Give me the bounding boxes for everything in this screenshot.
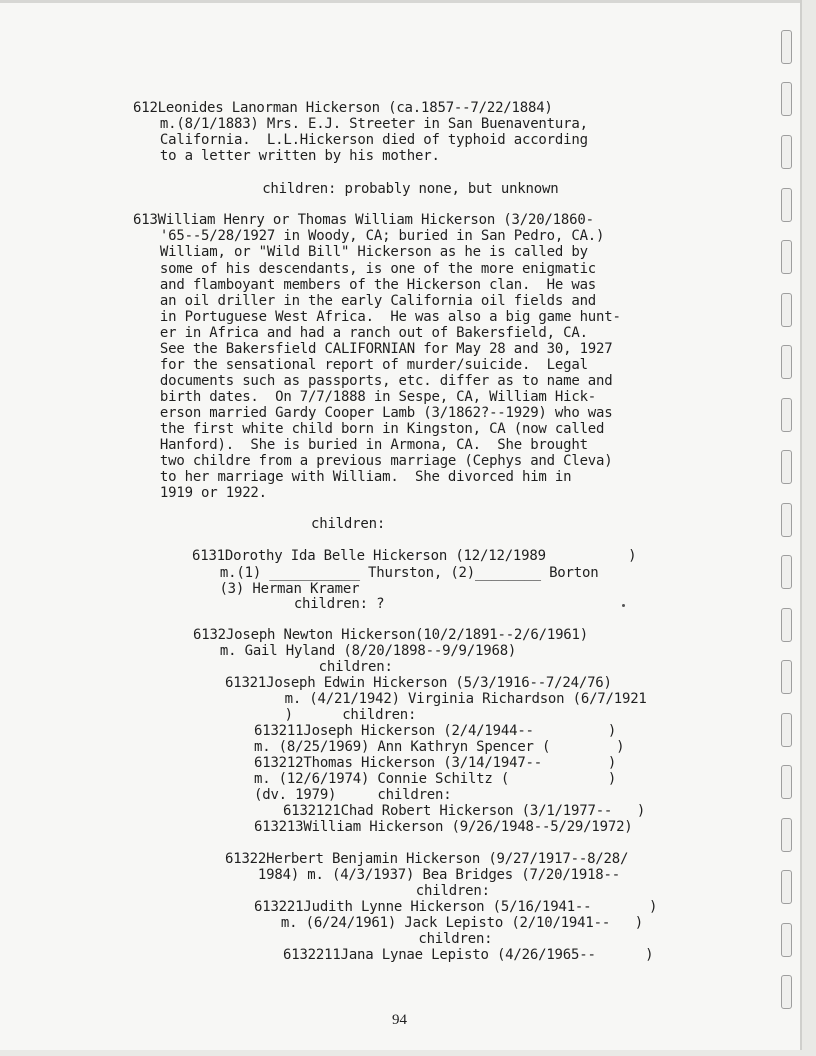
text-line: 61321Joseph Edwin Hickerson (5/3/1916--7/24/76) (225, 675, 612, 691)
binder-tab (781, 713, 792, 747)
binder-tab (781, 503, 792, 537)
text-line: an oil driller in the early California oil fields and (127, 293, 597, 309)
text-line: m. (6/24/1961) Jack Lepisto (2/10/1941-- ) (248, 915, 643, 931)
text-line: children: probably none, but unknown (147, 181, 559, 197)
text-line: some of his descendants, is one of the more enigmatic (127, 261, 597, 277)
binder-tab (781, 555, 792, 589)
text-line: Hanford). She is buried in Armona, CA. She brought (127, 437, 588, 453)
text-line: for the sensational report of murder/suicide. Legal (127, 357, 588, 373)
text-line: California. L.L.Hickerson died of typhoid according (127, 132, 588, 148)
children-heading: children: (311, 516, 386, 532)
binder-tab (781, 188, 792, 222)
text-line: m.(1) ___________ Thurston, (2)________ Borton (187, 565, 599, 581)
text-line: 613213William Hickerson (9/26/1948--5/29/1972) (254, 819, 633, 835)
binder-tab (781, 240, 792, 274)
text-line: m. (12/6/1974) Connie Schiltz ( ) (254, 771, 617, 787)
page-number: 94 (392, 1012, 407, 1028)
text-line: two childre from a previous marriage (Cephys and Cleva) (127, 453, 613, 469)
text-line: m. Gail Hyland (8/20/1898--9/9/1968) (187, 643, 517, 659)
text-line: '65--5/28/1927 in Woody, CA; buried in San Pedro, CA.) (127, 228, 605, 244)
text-line: m. (4/21/1942) Virginia Richardson (6/7/1921 (227, 691, 647, 707)
binder-tab (781, 870, 792, 904)
binder-tab (781, 82, 792, 116)
text-line: 61322Herbert Benjamin Hickerson (9/27/1917--8/28/ (225, 851, 629, 867)
text-line: 612Leonides Lanorman Hickerson (ca.1857--7/22/1884) (133, 100, 553, 116)
text-line: and flamboyant members of the Hickerson clan. He was (127, 277, 597, 293)
text-line: children: (187, 659, 393, 675)
text-line: William, or "Wild Bill" Hickerson as he is called by (127, 244, 588, 260)
text-line: 613211Joseph Hickerson (2/4/1944-- ) (254, 723, 617, 739)
text-line: 613William Henry or Thomas William Hickerson (3/20/1860- (133, 212, 594, 228)
text-line: to a letter written by his mother. (127, 148, 440, 164)
binder-tab (781, 398, 792, 432)
text-line: children: (262, 931, 493, 947)
binder-tabs (777, 0, 816, 1056)
text-line: children: (243, 883, 490, 899)
text-line: m.(8/1/1883) Mrs. E.J. Streeter in San Buenaventura, (127, 116, 588, 132)
text-line: 6132121Chad Robert Hickerson (3/1/1977-- ) (283, 803, 646, 819)
binder-tab (781, 345, 792, 379)
binder-tab (781, 660, 792, 694)
text-line: erson married Gardy Cooper Lamb (3/1862?--1929) who was (127, 405, 613, 421)
binder-tab (781, 923, 792, 957)
text-line: See the Bakersfield CALIFORNIAN for May 28 and 30, 1927 (127, 341, 613, 357)
text-line: 6132Joseph Newton Hickerson(10/2/1891--2/6/1961) (193, 627, 588, 643)
binder-tab (781, 975, 792, 1009)
text-line: in Portuguese West Africa. He was also a big game hunt- (127, 309, 621, 325)
text-line: er in Africa and had a ranch out of Bakersfield, CA. (127, 325, 588, 341)
ink-speck (622, 604, 625, 607)
text-line: 1984) m. (4/3/1937) Bea Bridges (7/20/1918-- (225, 867, 620, 883)
text-line: the first white child born in Kingston, CA (now called (127, 421, 605, 437)
binder-tab (781, 30, 792, 64)
text-line: ) children: (227, 707, 417, 723)
binder-tab (781, 608, 792, 642)
text-line: 6131Dorothy Ida Belle Hickerson (12/12/1989 ) (192, 548, 637, 564)
text-line: to her marriage with William. She divorced him in (127, 469, 572, 485)
binder-tab (781, 135, 792, 169)
text-line: 1919 or 1922. (127, 485, 267, 501)
text-line: (dv. 1979) children: (254, 787, 452, 803)
text-line: 613212Thomas Hickerson (3/14/1947-- ) (254, 755, 617, 771)
text-line: 6132211Jana Lynae Lepisto (4/26/1965-- ) (283, 947, 654, 963)
binder-tab (781, 450, 792, 484)
text-line: documents such as passports, etc. differ as to name and (127, 373, 613, 389)
text-line: birth dates. On 7/7/1888 in Sespe, CA, William Hick- (127, 389, 597, 405)
text-line: (3) Herman Kramer (203, 581, 360, 597)
binder-tab (781, 293, 792, 327)
text-line: 613221Judith Lynne Hickerson (5/16/1941-- ) (254, 899, 658, 915)
text-line: m. (8/25/1969) Ann Kathryn Spencer ( ) (254, 739, 625, 755)
text-line: children: ? (228, 596, 385, 612)
binder-tab (781, 818, 792, 852)
binder-tab (781, 765, 792, 799)
